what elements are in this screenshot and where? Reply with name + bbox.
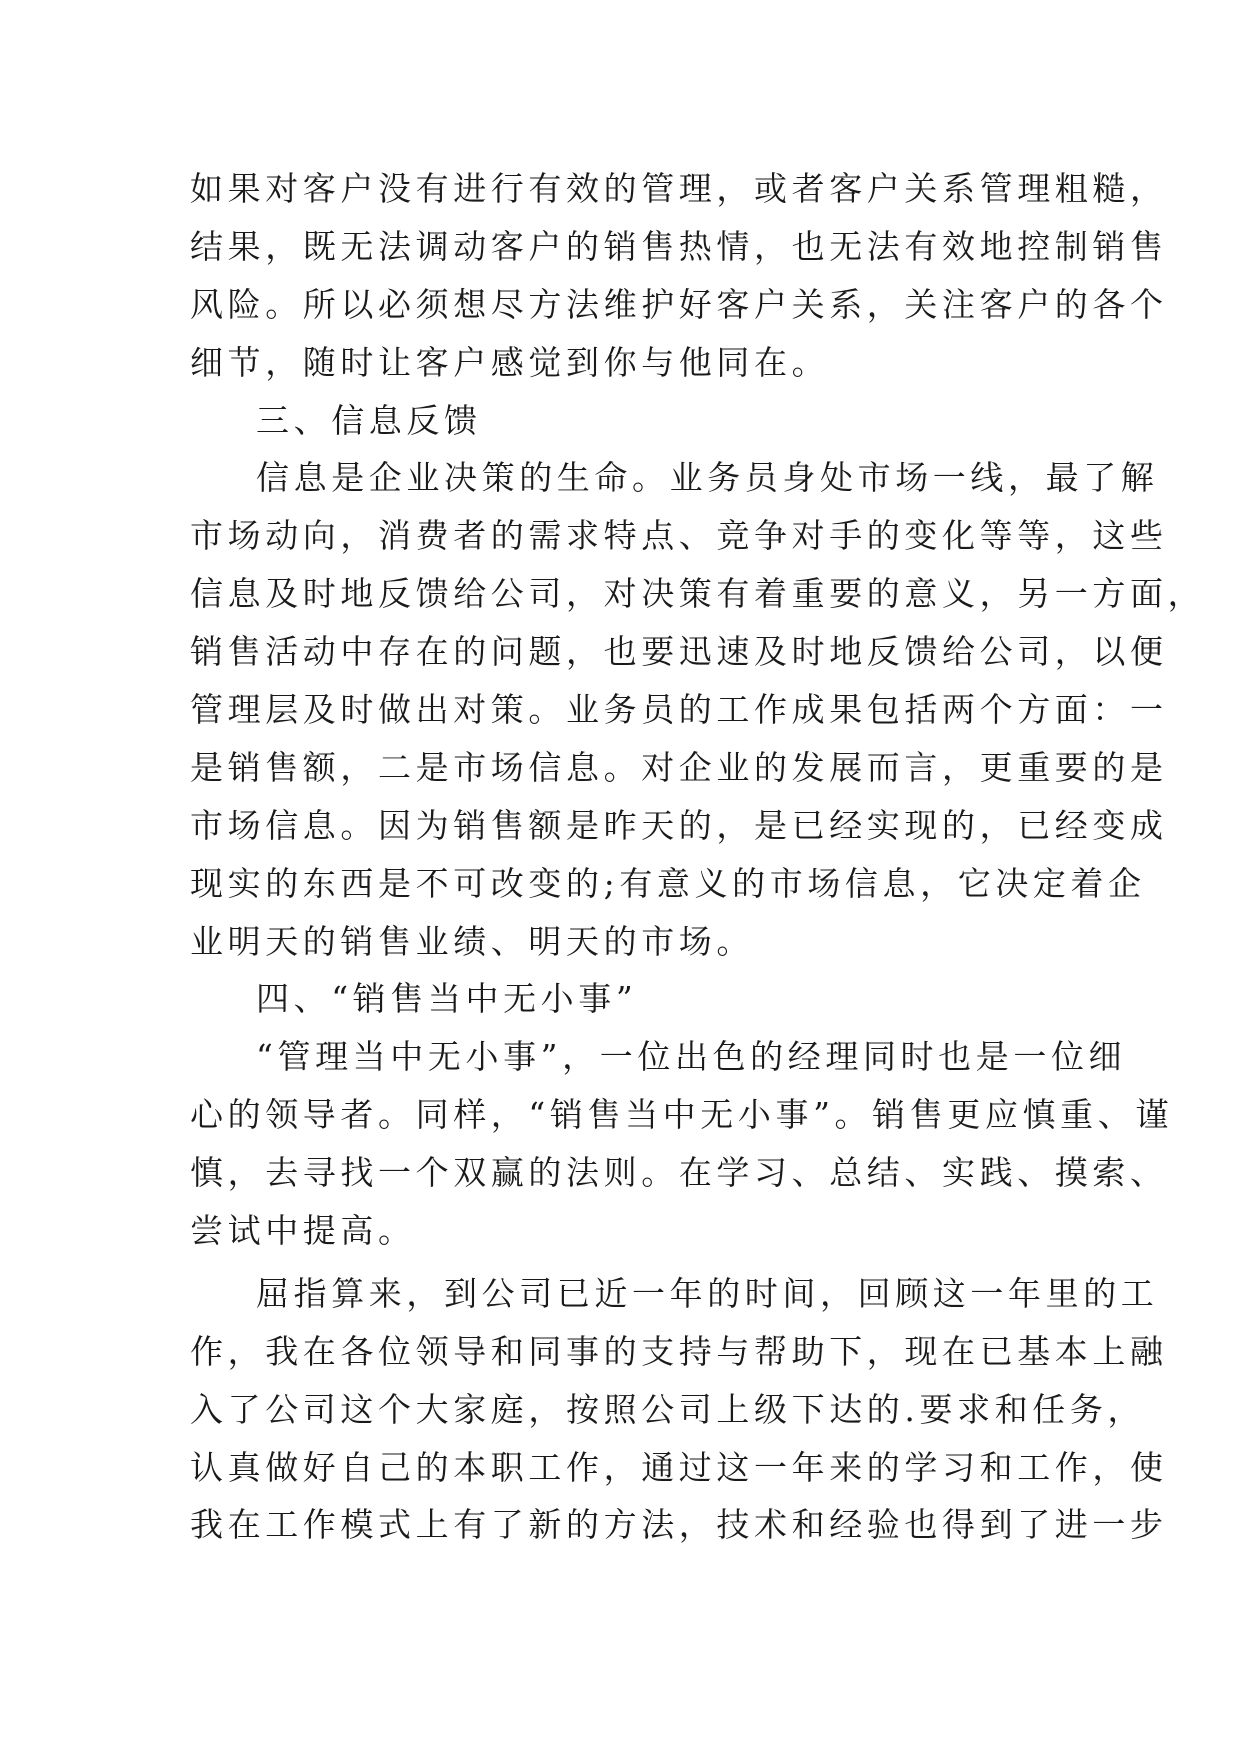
text-line: 市场信息。因为销售额是昨天的，是已经实现的，已经变成 [190,805,1168,845]
text-line: 销售活动中存在的问题，也要迅速及时地反馈给公司，以便 [190,632,1168,672]
text-line: 认真做好自己的本职工作，通过这一年来的学习和工作，使 [190,1447,1168,1487]
text-line: 结果，既无法调动客户的销售热情，也无法有效地控制销售 [190,226,1168,266]
text-line: 风险。所以必须想尽方法维护好客户关系，关注客户的各个 [190,284,1168,324]
text-line: 作，我在各位领导和同事的支持与帮助下，现在已基本上融 [190,1331,1168,1371]
section-heading: 四、“销售当中无小事” [256,979,638,1019]
text-line: 尝试中提高。 [190,1211,416,1251]
text-line: 市场动向，消费者的需求特点、竞争对手的变化等等，这些 [190,516,1168,556]
section-heading: 三、信息反馈 [256,400,482,440]
text-line: 是销售额，二是市场信息。对企业的发展而言，更重要的是 [190,747,1168,787]
document-body [190,160,1206,1554]
text-line: 屈指算来，到公司已近一年的时间，回顾这一年里的工 [256,1273,1159,1313]
text-line: 细节，随时让客户感觉到你与他同在。 [190,342,830,382]
text-line: 我在工作模式上有了新的方法，技术和经验也得到了进一步 [190,1505,1168,1545]
text-line: 管理层及时做出对策。业务员的工作成果包括两个方面：一 [190,690,1168,730]
text-line: 现实的东西是不可改变的;有意义的市场信息，它决定着企 [190,863,1146,903]
text-line: 信息及时地反馈给公司，对决策有着重要的意义，另一方面， [190,574,1206,614]
text-line: 心的领导者。同样，“销售当中无小事”。销售更应慎重、谨 [190,1095,1173,1135]
text-line: 业明天的销售业绩、明天的市场。 [190,921,754,961]
text-line: 入了公司这个大家庭，按照公司上级下达的.要求和任务， [190,1389,1146,1429]
text-line: 慎，去寻找一个双赢的法则。在学习、总结、实践、摸索、 [190,1153,1168,1193]
text-line: 如果对客户没有进行有效的管理，或者客户关系管理粗糙， [190,169,1168,208]
text-line: “管理当中无小事”，一位出色的经理同时也是一位细 [256,1037,1127,1077]
text-line: 信息是企业决策的生命。业务员身处市场一线，最了解 [256,458,1159,498]
